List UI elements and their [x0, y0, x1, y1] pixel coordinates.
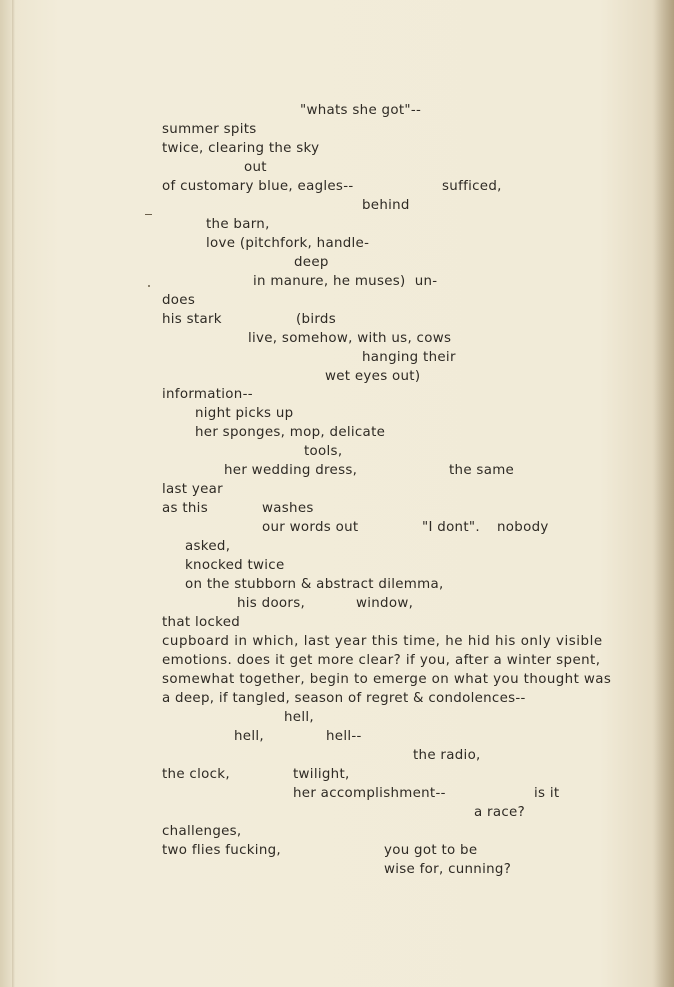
- poem-line: (birds: [296, 312, 336, 327]
- poem-line: out: [244, 160, 267, 175]
- poem-line: as this: [162, 501, 208, 516]
- poem-line: twice, clearing the sky: [162, 141, 320, 156]
- poem-line: of customary blue, eagles--: [162, 179, 354, 194]
- poem-line: live, somehow, with us, cows: [248, 331, 452, 346]
- poem-line: hell,: [284, 710, 314, 725]
- poem-line: deep: [294, 255, 329, 270]
- poem-line: sufficed,: [442, 179, 502, 194]
- page-edge-shadow: [652, 0, 674, 987]
- poem-line: the same: [449, 463, 515, 478]
- poem-line: that locked: [162, 615, 241, 630]
- poem-line: in manure, he muses) un-: [253, 274, 438, 289]
- poem-line: her sponges, mop, delicate: [195, 425, 386, 440]
- poem-line: the radio,: [413, 748, 481, 763]
- poem-line: emotions. does it get more clear? if you, after a winter spent,: [162, 653, 601, 668]
- poem-line: a deep, if tangled, season of regret & condolences--: [162, 691, 526, 706]
- poem-line: "I dont".: [422, 520, 480, 535]
- poem-line: cupboard in which, last year this time, he hid his only visible: [162, 634, 603, 649]
- poem-line: challenges,: [162, 824, 242, 839]
- poem-line: night picks up: [195, 406, 294, 421]
- page-gutter: [12, 0, 15, 987]
- poem-line: you got to be: [384, 843, 478, 858]
- poem-line: asked,: [185, 539, 231, 554]
- poem-line: his doors,: [237, 596, 306, 611]
- poem-line: hanging their: [362, 350, 456, 365]
- poem-line: tools,: [304, 444, 343, 459]
- poem-line: love (pitchfork, handle-: [206, 236, 370, 251]
- poem-line: hell,: [234, 729, 264, 744]
- poem-line: nobody: [497, 520, 549, 535]
- stray-mark: [148, 285, 150, 287]
- poem-line: somewhat together, begin to emerge on what you thought was: [162, 672, 612, 687]
- poem-line: the clock,: [162, 767, 230, 782]
- poem-line: her accomplishment--: [293, 786, 446, 801]
- poem-line: washes: [262, 501, 314, 516]
- poem-line: last year: [162, 482, 223, 497]
- poem-line: is it: [534, 786, 560, 801]
- poem-line: wise for, cunning?: [384, 862, 512, 877]
- poem-line: her wedding dress,: [224, 463, 358, 478]
- poem-line: our words out: [262, 520, 359, 535]
- poem-line: twilight,: [293, 767, 350, 782]
- stray-mark: [145, 214, 152, 215]
- poem-line: wet eyes out): [325, 369, 421, 384]
- poem-line: his stark: [162, 312, 222, 327]
- poem-line: does: [162, 293, 196, 308]
- poem-line: two flies fucking,: [162, 843, 281, 858]
- poem-line: a race?: [474, 805, 525, 820]
- poem-line: summer spits: [162, 122, 257, 137]
- poem-line: on the stubborn & abstract dilemma,: [185, 577, 444, 592]
- poem-line: information--: [162, 387, 253, 402]
- poem-line: hell--: [326, 729, 362, 744]
- poem-line: knocked twice: [185, 558, 285, 573]
- poem-line: window,: [356, 596, 414, 611]
- poem-line: "whats she got"--: [300, 103, 422, 118]
- poem-line: the barn,: [206, 217, 270, 232]
- poem-line: behind: [362, 198, 410, 213]
